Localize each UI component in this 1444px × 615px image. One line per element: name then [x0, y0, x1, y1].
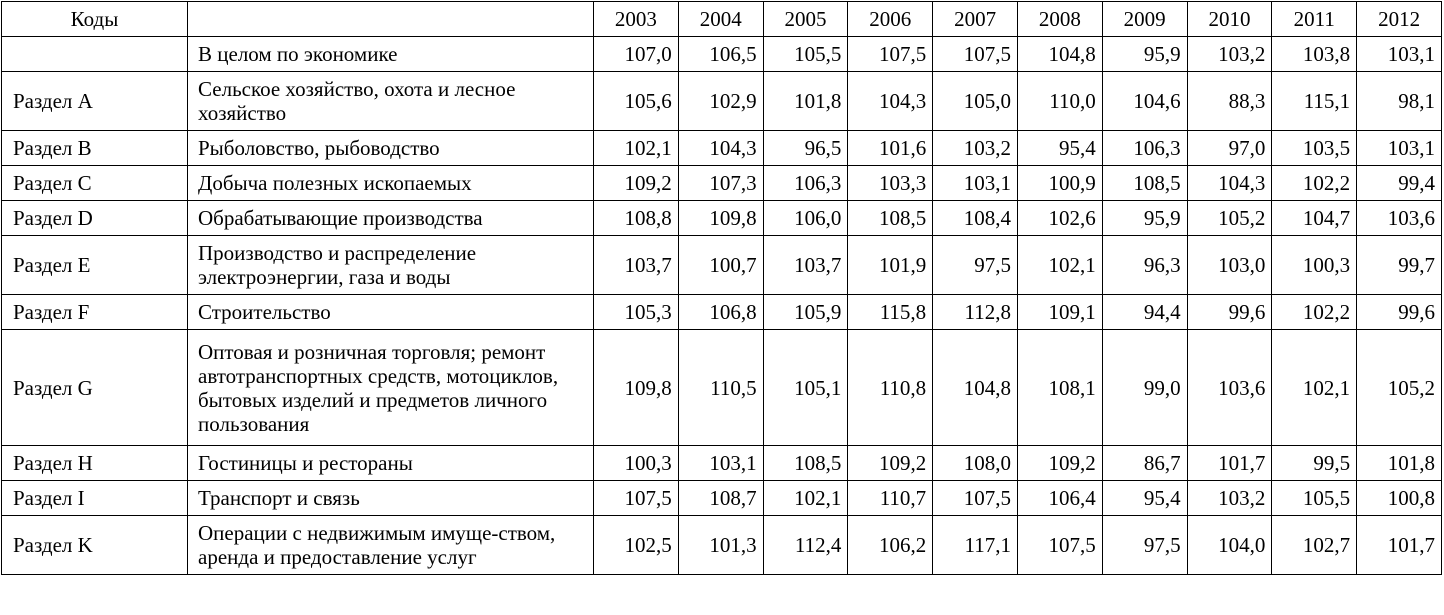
row-value: 110,7: [848, 481, 933, 516]
header-year: 2004: [678, 2, 763, 37]
row-value: 112,4: [763, 516, 848, 575]
row-value: 102,2: [1272, 166, 1357, 201]
row-name: Сельское хозяйство, охота и лесное хозяйство: [188, 72, 594, 131]
row-value: 108,7: [678, 481, 763, 516]
header-year: 2003: [594, 2, 679, 37]
row-value: 107,5: [594, 481, 679, 516]
header-year: 2008: [1017, 2, 1102, 37]
table-row: [2, 295, 1442, 330]
row-value: 103,2: [1187, 37, 1272, 72]
row-name: Гостиницы и рестораны: [188, 446, 594, 481]
row-name: Строительство: [188, 295, 594, 330]
row-value: 102,1: [1017, 236, 1102, 295]
row-name: Производство и распределение электроэнергии, газа и воды: [188, 236, 594, 295]
row-value: 100,9: [1017, 166, 1102, 201]
row-value: 100,3: [1272, 236, 1357, 295]
row-value: 100,7: [678, 236, 763, 295]
header-year: 2009: [1102, 2, 1187, 37]
row-value: 104,0: [1187, 516, 1272, 575]
row-value: 103,7: [594, 236, 679, 295]
row-value: 115,1: [1272, 72, 1357, 131]
header-year: 2012: [1357, 2, 1442, 37]
row-value: 103,0: [1187, 236, 1272, 295]
row-value: 97,5: [933, 236, 1018, 295]
row-value: 107,0: [594, 37, 679, 72]
row-value: 102,9: [678, 72, 763, 131]
row-value: 109,1: [1017, 295, 1102, 330]
row-value: 86,7: [1102, 446, 1187, 481]
row-value: 104,6: [1102, 72, 1187, 131]
row-value: 103,3: [848, 166, 933, 201]
row-code: Раздел K: [2, 516, 188, 575]
row-value: 98,1: [1357, 72, 1442, 131]
row-value: 99,5: [1272, 446, 1357, 481]
row-name: В целом по экономике: [188, 37, 594, 72]
row-value: 103,6: [1187, 330, 1272, 446]
row-name: Транспорт и связь: [188, 481, 594, 516]
row-value: 101,8: [1357, 446, 1442, 481]
row-value: 102,1: [1272, 330, 1357, 446]
row-value: 107,5: [933, 481, 1018, 516]
table-row: [2, 236, 1442, 295]
row-value: 106,2: [848, 516, 933, 575]
table-row: [2, 516, 1442, 575]
row-value: 105,3: [594, 295, 679, 330]
row-value: 99,4: [1357, 166, 1442, 201]
row-value: 108,8: [594, 201, 679, 236]
row-code: Раздел H: [2, 446, 188, 481]
row-value: 106,5: [678, 37, 763, 72]
table-body: [2, 37, 1442, 575]
row-value: 102,6: [1017, 201, 1102, 236]
row-value: 117,1: [933, 516, 1018, 575]
row-value: 101,9: [848, 236, 933, 295]
row-value: 108,5: [763, 446, 848, 481]
table-row: [2, 330, 1442, 446]
row-value: 108,1: [1017, 330, 1102, 446]
row-value: 103,1: [678, 446, 763, 481]
row-value: 109,8: [678, 201, 763, 236]
header-year: 2007: [933, 2, 1018, 37]
row-value: 105,2: [1187, 201, 1272, 236]
row-value: 99,7: [1357, 236, 1442, 295]
row-code: [2, 37, 188, 72]
row-value: 97,5: [1102, 516, 1187, 575]
row-value: 102,1: [594, 131, 679, 166]
row-code: Раздел F: [2, 295, 188, 330]
row-value: 88,3: [1187, 72, 1272, 131]
row-value: 110,5: [678, 330, 763, 446]
header-year: 2010: [1187, 2, 1272, 37]
row-value: 100,3: [594, 446, 679, 481]
row-value: 104,8: [933, 330, 1018, 446]
row-value: 106,3: [763, 166, 848, 201]
row-value: 110,8: [848, 330, 933, 446]
row-value: 102,7: [1272, 516, 1357, 575]
table-row: [2, 201, 1442, 236]
header-row: [2, 2, 1442, 37]
row-value: 99,6: [1357, 295, 1442, 330]
row-value: 107,3: [678, 166, 763, 201]
row-code: Раздел A: [2, 72, 188, 131]
header-year: 2011: [1272, 2, 1357, 37]
row-value: 105,9: [763, 295, 848, 330]
row-code: Раздел B: [2, 131, 188, 166]
row-value: 95,4: [1017, 131, 1102, 166]
row-value: 106,3: [1102, 131, 1187, 166]
row-value: 104,3: [678, 131, 763, 166]
row-value: 103,2: [1187, 481, 1272, 516]
row-name: Оптовая и розничная торговля; ремонт автотранспортных средств, мотоциклов, бытовых изделий и предметов личного пользования: [188, 330, 594, 446]
row-value: 115,8: [848, 295, 933, 330]
header-year: 2005: [763, 2, 848, 37]
row-value: 99,0: [1102, 330, 1187, 446]
row-value: 103,2: [933, 131, 1018, 166]
row-value: 96,3: [1102, 236, 1187, 295]
row-value: 94,4: [1102, 295, 1187, 330]
table-row: [2, 481, 1442, 516]
row-value: 105,1: [763, 330, 848, 446]
row-value: 103,7: [763, 236, 848, 295]
row-value: 103,1: [1357, 131, 1442, 166]
row-value: 105,2: [1357, 330, 1442, 446]
row-name: Операции с недвижимым имуще-ством, аренда и предоставление услуг: [188, 516, 594, 575]
row-name: Добыча полезных ископаемых: [188, 166, 594, 201]
table-row: [2, 72, 1442, 131]
row-value: 106,0: [763, 201, 848, 236]
row-value: 103,6: [1357, 201, 1442, 236]
table-row: [2, 37, 1442, 72]
row-value: 108,5: [1102, 166, 1187, 201]
row-value: 95,9: [1102, 37, 1187, 72]
row-value: 104,7: [1272, 201, 1357, 236]
row-value: 105,5: [1272, 481, 1357, 516]
row-value: 95,9: [1102, 201, 1187, 236]
row-value: 103,1: [1357, 37, 1442, 72]
row-value: 101,8: [763, 72, 848, 131]
row-value: 102,1: [763, 481, 848, 516]
row-value: 109,2: [848, 446, 933, 481]
row-value: 105,0: [933, 72, 1018, 131]
row-value: 96,5: [763, 131, 848, 166]
row-value: 103,5: [1272, 131, 1357, 166]
row-value: 101,7: [1357, 516, 1442, 575]
row-value: 105,5: [763, 37, 848, 72]
row-code: Раздел E: [2, 236, 188, 295]
row-value: 103,1: [933, 166, 1018, 201]
row-value: 109,2: [594, 166, 679, 201]
row-value: 104,8: [1017, 37, 1102, 72]
row-value: 109,8: [594, 330, 679, 446]
row-value: 107,5: [1017, 516, 1102, 575]
row-value: 95,4: [1102, 481, 1187, 516]
row-value: 102,2: [1272, 295, 1357, 330]
row-value: 107,5: [848, 37, 933, 72]
row-name: Рыболовство, рыбоводство: [188, 131, 594, 166]
row-value: 109,2: [1017, 446, 1102, 481]
table-row: [2, 131, 1442, 166]
row-value: 100,8: [1357, 481, 1442, 516]
table-row: [2, 166, 1442, 201]
row-value: 104,3: [1187, 166, 1272, 201]
row-value: 101,6: [848, 131, 933, 166]
header-year: 2006: [848, 2, 933, 37]
row-name: Обрабатывающие производства: [188, 201, 594, 236]
economy-index-table: [1, 1, 1442, 575]
row-value: 99,6: [1187, 295, 1272, 330]
header-codes: Коды: [2, 2, 188, 37]
row-value: 101,3: [678, 516, 763, 575]
row-code: Раздел G: [2, 330, 188, 446]
table-row: [2, 446, 1442, 481]
row-code: Раздел I: [2, 481, 188, 516]
row-value: 103,8: [1272, 37, 1357, 72]
row-value: 102,5: [594, 516, 679, 575]
row-value: 108,4: [933, 201, 1018, 236]
header-name: [188, 2, 594, 37]
row-value: 106,4: [1017, 481, 1102, 516]
row-value: 97,0: [1187, 131, 1272, 166]
row-value: 106,8: [678, 295, 763, 330]
row-value: 110,0: [1017, 72, 1102, 131]
row-value: 108,0: [933, 446, 1018, 481]
row-value: 105,6: [594, 72, 679, 131]
row-value: 108,5: [848, 201, 933, 236]
row-value: 107,5: [933, 37, 1018, 72]
row-value: 101,7: [1187, 446, 1272, 481]
row-code: Раздел D: [2, 201, 188, 236]
row-value: 112,8: [933, 295, 1018, 330]
row-value: 104,3: [848, 72, 933, 131]
row-code: Раздел C: [2, 166, 188, 201]
